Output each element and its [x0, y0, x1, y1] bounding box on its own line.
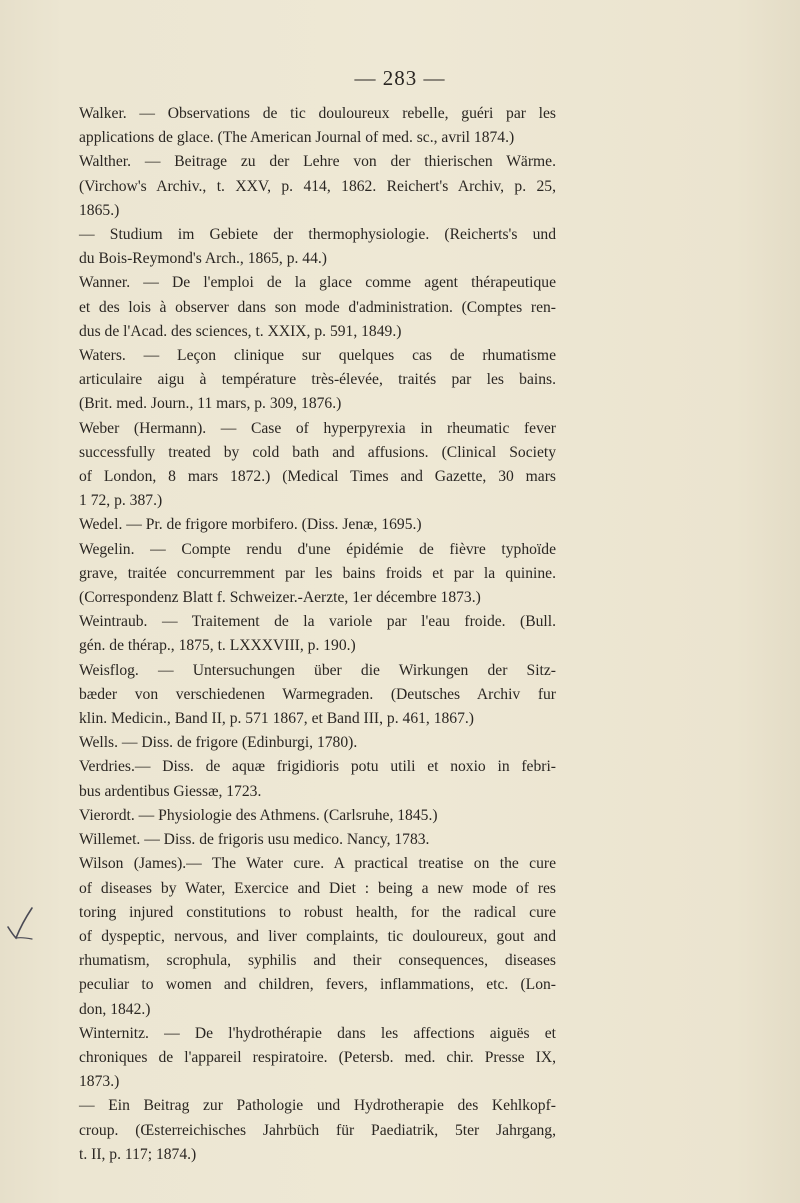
entry-line: Wegelin. — Compte rendu d'une épidémie de fièvre typhoïde [79, 540, 556, 558]
bibliography-entry [79, 1094, 556, 1167]
entry-line: t. II, p. 117; 1874.) [79, 1145, 197, 1163]
bibliography-entry [79, 828, 556, 852]
entry-line: toring injured constitutions to robust health, for the radical cure [79, 903, 556, 921]
bibliography-entry [79, 755, 556, 803]
bibliography-entry [79, 610, 556, 658]
bibliography-list [79, 102, 556, 1167]
entry-line: peculiar to women and children, fevers, inflammations, etc. (Lon- [79, 976, 556, 994]
entry-line: 1873.) [79, 1073, 120, 1091]
bibliography-entry [79, 344, 556, 417]
entry-line: Walther. — Beitrage zu der Lehre von der thierischen Wärme. [79, 153, 556, 171]
entry-line: bæder von verschiedenen Warmegraden. (Deutsches Archiv fur [79, 685, 556, 703]
entry-line: — Studium im Gebiete der thermophysiologie. (Reicherts's und [79, 226, 556, 244]
bibliography-entry [79, 538, 556, 611]
entry-line: of London, 8 mars 1872.) (Medical Times and Gazette, 30 mars [79, 468, 556, 486]
entry-line: chroniques de l'appareil respiratoire. (Petersb. med. chir. Presse IX, [79, 1048, 556, 1066]
entry-line: Wedel. — Pr. de frigore morbifero. (Diss. Jenæ, 1695.) [79, 516, 422, 534]
entry-line: Vierordt. — Physiologie des Athmens. (Carlsruhe, 1845.) [79, 806, 438, 824]
entry-line: of dyspeptic, nervous, and liver complaints, tic douloureux, gout and [79, 927, 556, 945]
entry-line: Weisflog. — Untersuchungen über die Wirkungen der Sitz- [79, 661, 556, 679]
entry-line: Willemet. — Diss. de frigoris usu medico. Nancy, 1783. [79, 831, 430, 849]
entry-line: (Brit. med. Journ., 11 mars, p. 309, 1876.) [79, 395, 342, 413]
entry-line: du Bois-Reymond's Arch., 1865, p. 44.) [79, 250, 327, 268]
entry-line: Winternitz. — De l'hydrothérapie dans les affections aiguës et [79, 1024, 556, 1042]
entry-line: of diseases by Water, Exercice and Diet : being a new mode of res [79, 879, 556, 897]
entry-line: — Ein Beitrag zur Pathologie und Hydrotherapie des Kehlkopf- [79, 1097, 556, 1115]
bibliography-entry [79, 271, 556, 344]
bibliography-entry [79, 852, 556, 1021]
entry-line: Walker. — Observations de tic douloureux rebelle, guéri par les [79, 105, 556, 122]
entry-line: klin. Medicin., Band II, p. 571 1867, et Band III, p. 461, 1867.) [79, 710, 474, 728]
entry-line: (Virchow's Archiv., t. XXV, p. 414, 1862. Reichert's Archiv, p. 25, [79, 177, 556, 195]
entry-line: et des lois à observer dans son mode d'administration. (Comptes ren- [79, 298, 556, 316]
entry-line: bus ardentibus Giessæ, 1723. [79, 782, 262, 800]
entry-line: applications de glace. (The American Journal of med. sc., avril 1874.) [79, 129, 515, 147]
entry-line: Weber (Hermann). — Case of hyperpyrexia in rheumatic fever [79, 419, 556, 437]
bibliography-entry [79, 150, 556, 223]
entry-line: dus de l'Acad. des sciences, t. XXIX, p. 591, 1849.) [79, 322, 402, 340]
entry-line: Wells. — Diss. de frigore (Edinburgi, 1780). [79, 734, 358, 752]
entry-line: gén. de thérap., 1875, t. LXXXVIII, p. 190.) [79, 637, 356, 655]
page-number: — 283 — [354, 66, 446, 90]
entry-line: grave, traitée concurremment par les bains froids et par la quinine. [79, 564, 556, 582]
bibliography-entry [79, 1022, 556, 1095]
bibliography-entry [79, 102, 556, 150]
bibliography-entry [79, 659, 556, 732]
entry-line: Wanner. — De l'emploi de la glace comme agent thérapeutique [79, 274, 556, 292]
bibliography-entry [79, 417, 556, 514]
entry-line: Weintraub. — Traitement de la variole par l'eau froide. (Bull. [79, 613, 556, 631]
bibliography-entry [79, 804, 556, 828]
entry-line: 1 72, p. 387.) [79, 492, 163, 510]
entry-line: (Correspondenz Blatt f. Schweizer.-Aerzte, 1er décembre 1873.) [79, 589, 481, 607]
entry-line: Wilson (James).— The Water cure. A practical treatise on the cure [79, 855, 556, 873]
entry-line: articulaire aigu à température très-élevée, traités par les bains. [79, 371, 556, 389]
entry-line: Verdries.— Diss. de aquæ frigidioris potu utili et noxio in febri- [79, 758, 556, 776]
handwritten-check-mark-icon [6, 905, 34, 941]
entry-line: croup. (Œsterreichisches Jahrbüch für Paediatrik, 5ter Jahrgang, [79, 1121, 556, 1139]
entry-line: 1865.) [79, 201, 120, 219]
entry-line: don, 1842.) [79, 1000, 151, 1018]
entry-line: successfully treated by cold bath and affusions. (Clinical Society [79, 443, 556, 461]
entry-line: rhumatism, scrophula, syphilis and their consequences, diseases [79, 952, 556, 970]
bibliography-entry [79, 223, 556, 271]
bibliography-entry [79, 513, 556, 537]
entry-line: Waters. — Leçon clinique sur quelques cas de rhumatisme [79, 347, 556, 365]
bibliography-entry [79, 731, 556, 755]
